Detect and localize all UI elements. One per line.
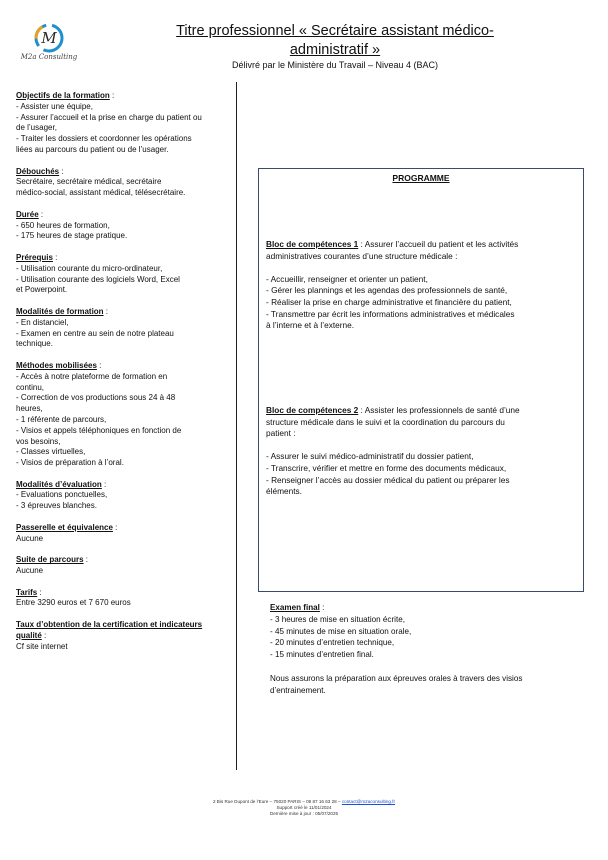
- section-heading: Durée: [16, 209, 39, 219]
- section-heading: Objectifs de la formation: [16, 91, 110, 100]
- section-heading: Modalités d’évaluation: [16, 479, 102, 489]
- text-line: à l’interne et à l’externe.: [266, 320, 355, 331]
- section-lines: [16, 490, 230, 512]
- text-line: - Classes virtuelles,: [16, 447, 86, 457]
- bloc-1-intro-cont: administratives courantes d’une structure médicale :: [266, 250, 458, 261]
- section-lines: [16, 221, 230, 243]
- text-line: médico-social, assistant médical, télésecrétaire.: [16, 188, 186, 198]
- text-line: continu,: [16, 382, 45, 392]
- section-heading: Passerelle et équivalence: [16, 522, 113, 532]
- programme-box: [258, 168, 584, 592]
- text-line: - 45 minutes de mise en situation orale,: [270, 626, 412, 636]
- text-line: - Examen en centre au sein de notre plateau: [16, 328, 174, 338]
- left-column: [16, 91, 230, 663]
- title-line-1: Titre professionnel « Secrétaire assistant médico-: [176, 23, 494, 39]
- text-line: - Accueillir, renseigner et orienter un patient,: [266, 273, 428, 284]
- programme-title: PROGRAMME: [392, 173, 450, 183]
- title-line-2: administratif »: [289, 42, 381, 58]
- text-line: - Traiter les dossiers et coordonner les opérations: [16, 134, 192, 144]
- text-line: - Correction de vos productions sous 24 à 48: [16, 393, 176, 403]
- section-heading: Débouchés: [16, 166, 60, 176]
- text-line: - Gérer les plannings et les agendas des professionnels de santé,: [266, 285, 508, 296]
- text-line: - En distanciel,: [16, 317, 69, 327]
- section-lines: [16, 102, 230, 156]
- text-line: - 1 référente de parcours,: [16, 414, 107, 424]
- bloc-1-items: [266, 274, 578, 332]
- text-line: - 650 heures de formation,: [16, 220, 110, 230]
- text-line: - 20 minutes d’entretien technique,: [270, 638, 395, 648]
- examen-final: Examen final : - 3 heures de mise en situation écrite, - 45 minutes de mise en situation orale, - 20 minutes d’entretien technique, - 15 minutes d’entretien final. Nous assurons la préparation aux épreuves orales à travers des visios d’entrainement.: [270, 602, 590, 696]
- text-line: - Accès à notre plateforme de formation en: [16, 371, 168, 381]
- section-methodes: Méthodes mobilisées : - Accès à notre plateforme de formation en continu, - Correction de vos productions sous 24 à 48 heures, - 1 référente de parcours, - Visios et appels téléphoniques en fonction de vos besoins, - Classes virtuelles, - Visios de préparation à l’oral.: [16, 361, 230, 469]
- examen-heading: Examen final: [270, 603, 320, 612]
- text-line: - 3 épreuves blanches.: [16, 501, 97, 511]
- bloc-2-heading: Bloc de compétences 2: [266, 405, 359, 415]
- text-line: - 15 minutes d’entretien final.: [270, 650, 374, 660]
- text-line: - Visios et appels téléphoniques en fonction de: [16, 425, 182, 435]
- section-taux: Taux d’obtention de la certification et indicateurs qualité : Cf site internet: [16, 620, 230, 652]
- footer-email-link[interactable]: contact@m2aconsulting.fr: [341, 799, 396, 804]
- text-line: vos besoins,: [16, 436, 61, 446]
- section-tarifs: Tarifs : Entre 3290 euros et 7 670 euros: [16, 588, 230, 610]
- section-modalites-formation: Modalités de formation : - En distanciel, - Examen en centre au sein de notre plateau technique.: [16, 307, 230, 350]
- text-line: - Renseigner l’accès au dossier médical du patient ou préparer les: [266, 474, 510, 485]
- text-line: - Utilisation courante des logiciels Word, Excel: [16, 274, 180, 284]
- section-objectifs: Objectifs de la formation : - Assister une équipe, - Assurer l’accueil et la prise en charge du patient ou de l’usager, - Traiter les dossiers et coordonner les opérations liées au parcours du patient ou de l’usager.: [16, 91, 230, 156]
- footer-updated: Dernière mise à jour : 05/07/2025: [269, 811, 339, 817]
- section-lines: [16, 642, 230, 653]
- bloc-2-items: [266, 451, 578, 497]
- examen-note: Nous assurons la préparation aux épreuves orales à travers des visios: [270, 673, 523, 683]
- subtitle: Délivré par le Ministère du Travail – Niveau 4 (BAC): [231, 60, 439, 70]
- section-lines: [16, 318, 230, 350]
- section-evaluation: Modalités d’évaluation : - Evaluations ponctuelles, - 3 épreuves blanches.: [16, 480, 230, 512]
- section-heading: Taux d’obtention de la certification et indicateurs: [16, 620, 203, 630]
- logo-text: M2a Consulting: [20, 53, 78, 61]
- logo-letter: M: [41, 29, 57, 47]
- bloc-2: [266, 405, 578, 498]
- bloc-2-intro: : Assister les professionnels de santé d’une: [358, 405, 520, 415]
- examen-items: [270, 614, 590, 661]
- section-heading-cont: qualité: [16, 630, 42, 640]
- text-line: - Visios de préparation à l’oral.: [16, 458, 124, 468]
- examen-note-cont: d’entrainement.: [270, 685, 326, 695]
- section-heading: Méthodes mobilisées: [16, 360, 97, 370]
- text-line: et Powerpoint.: [16, 285, 68, 295]
- section-lines: [16, 372, 230, 469]
- section-lines: [16, 177, 230, 199]
- page-title: [150, 22, 520, 60]
- text-line: - 175 heures de stage pratique.: [16, 231, 128, 241]
- section-duree: Durée : - 650 heures de formation, - 175 heures de stage pratique.: [16, 210, 230, 242]
- text-line: - Assurer le suivi médico-administratif du dossier patient,: [266, 451, 474, 462]
- section-heading: Modalités de formation: [16, 306, 104, 316]
- section-lines: [16, 566, 230, 577]
- text-line: liées au parcours du patient ou de l’usager.: [16, 144, 169, 154]
- section-prerequis: Prérequis : - Utilisation courante du micro-ordinateur, - Utilisation courante des logiciels Word, Excel et Powerpoint.: [16, 253, 230, 296]
- text-line: - Evaluations ponctuelles,: [16, 490, 108, 500]
- footer-created: Support créé le 11/01/2024: [276, 805, 332, 811]
- footer-address: 2 Bis Rue Dupont de l’Eure – 75020 PARIS – 09 87 16 63 28 –: [212, 799, 342, 804]
- bloc-2-intro-end: patient :: [266, 428, 296, 439]
- bloc-2-intro-cont: structure médicale dans le suivi et la coordination du parcours du: [266, 416, 505, 427]
- bloc-1: [266, 239, 578, 332]
- text-line: de l’usager,: [16, 123, 57, 133]
- text-line: - Assurer l’accueil et la prise en charge du patient ou: [16, 112, 202, 122]
- section-heading: Tarifs: [16, 587, 38, 597]
- text-line: éléments.: [266, 486, 302, 497]
- bloc-1-intro: : Assurer l’accueil du patient et les activités: [358, 239, 519, 249]
- text-line: technique.: [16, 339, 53, 349]
- column-divider: [236, 82, 237, 770]
- text-line: Secrétaire, secrétaire médical, secrétaire: [16, 177, 162, 187]
- bloc-1-heading: Bloc de compétences 1: [266, 239, 359, 249]
- section-heading: Suite de parcours: [16, 555, 84, 565]
- footer: [0, 799, 608, 818]
- text-line: Aucune: [16, 533, 44, 543]
- section-passerelle: Passerelle et équivalence : Aucune: [16, 523, 230, 545]
- text-line: - Assister une équipe,: [16, 101, 93, 111]
- text-line: - Transmettre par écrit les informations administratives et médicales: [266, 308, 515, 319]
- section-suite: Suite de parcours : Aucune: [16, 555, 230, 577]
- text-line: - Réaliser la prise en charge administrative et financière du patient,: [266, 296, 512, 307]
- section-lines: [16, 534, 230, 545]
- text-line: Cf site internet: [16, 641, 68, 651]
- text-line: Aucune: [16, 566, 44, 576]
- text-line: - 3 heures de mise en situation écrite,: [270, 614, 405, 624]
- text-line: heures,: [16, 404, 43, 414]
- text-line: - Transcrire, vérifier et mettre en forme des documents médicaux,: [266, 462, 507, 473]
- section-heading: Prérequis: [16, 252, 53, 262]
- text-line: - Utilisation courante du micro-ordinateur,: [16, 263, 163, 273]
- section-lines: [16, 598, 230, 609]
- section-debouches: Débouchés : Secrétaire, secrétaire médical, secrétaire médico-social, assistant médical, télésecrétaire.: [16, 167, 230, 199]
- section-lines: [16, 264, 230, 296]
- text-line: Entre 3290 euros et 7 670 euros: [16, 598, 131, 608]
